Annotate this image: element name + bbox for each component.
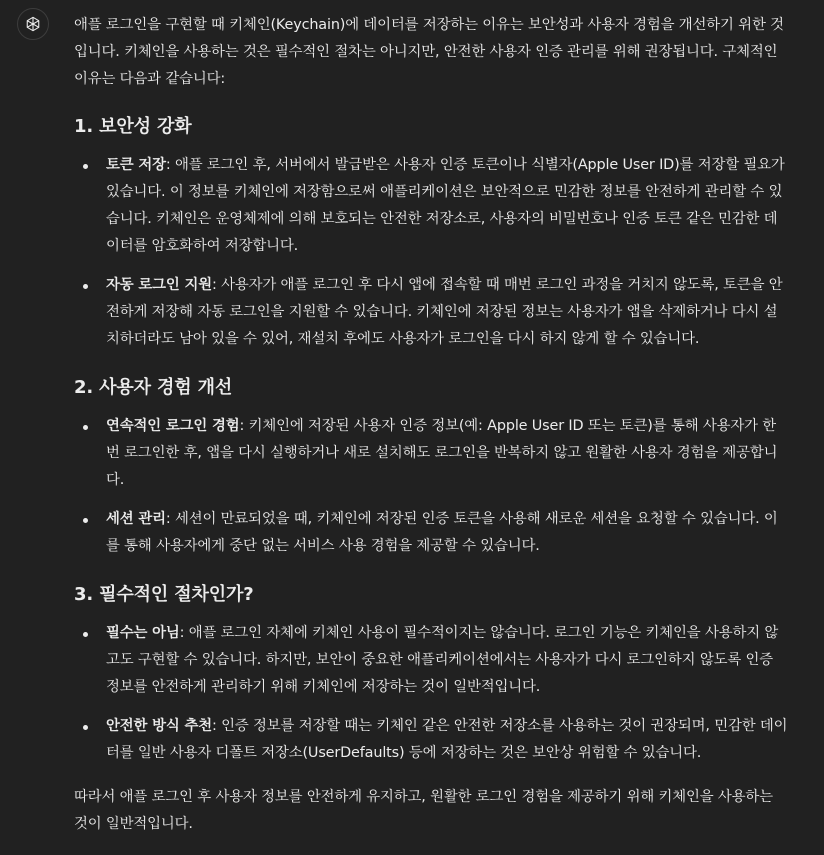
assistant-message bbox=[74, 12, 788, 838]
list-item-term: 안전한 방식 추천 bbox=[106, 718, 212, 734]
list-item-text: : 사용자가 애플 로그인 후 다시 앱에 접속할 때 매번 로그인 과정을 거치지 않도록, 토큰을 안전하게 저장해 자동 로그인을 지원할 수 있습니다. 키체인에 저장된 정보는 사용자가 앱을 삭제하거나 다시 설치하더라도 남아 있을 수 있어, 재설치 후에도 사용자가 로그인을 다시 하지 않게 할 수 있습니다. bbox=[106, 277, 783, 347]
section-heading: 2. 사용자 경험 개선 bbox=[74, 377, 233, 398]
list-item-term: 필수는 아님 bbox=[106, 625, 180, 641]
conclusion-paragraph: 따라서 애플 로그인 후 사용자 정보를 안전하게 유지하고, 원활한 로그인 경험을 제공하기 위해 키체인을 사용하는 것이 일반적입니다. bbox=[74, 789, 773, 832]
openai-logo-icon bbox=[23, 14, 43, 34]
list-item bbox=[74, 413, 788, 494]
list-item-term: 세션 관리 bbox=[106, 511, 166, 527]
list-item-text: : 인증 정보를 저장할 때는 키체인 같은 안전한 저장소를 사용하는 것이 권장되며, 민감한 데이터를 일반 사용자 디폴트 저장소(UserDefaults) 등에 저장하는 것은 보안상 위험할 수 있습니다. bbox=[106, 718, 788, 761]
bullet-list bbox=[74, 152, 788, 353]
intro-paragraph: 애플 로그인을 구현할 때 키체인(Keychain)에 데이터를 저장하는 이유는 보안성과 사용자 경험을 개선하기 위한 것입니다. 키체인을 사용하는 것은 필수적인 절차는 아니지만, 안전한 사용자 인증 관리를 위해 권장됩니다. 구체적인 이유는 다음과 같습니다: bbox=[74, 17, 784, 87]
bullet-list bbox=[74, 413, 788, 560]
list-item bbox=[74, 272, 788, 353]
list-item-text: : 애플 로그인 자체에 키체인 사용이 필수적이지는 않습니다. 로그인 기능은 키체인을 사용하지 않고도 구현할 수 있습니다. 하지만, 보안이 중요한 애플리케이션에서는 사용자가 다시 로그인하지 않도록 인증 정보를 안전하게 관리하기 위해 키체인에 저장하는 것이 일반적입니다. bbox=[106, 625, 779, 695]
list-item bbox=[74, 506, 788, 560]
list-item bbox=[74, 152, 788, 260]
list-item-term: 토큰 저장 bbox=[106, 157, 166, 173]
list-item-text: : 애플 로그인 후, 서버에서 발급받은 사용자 인증 토큰이나 식별자(Apple User ID)를 저장할 필요가 있습니다. 이 정보를 키체인에 저장함으로써 애플리케이션은 보안적으로 민감한 정보를 안전하게 관리할 수 있습니다. 키체인은 운영체제에 의해 보호되는 안전한 저장소로, 사용자의 비밀번호나 인증 토큰 같은 민감한 데이터를 암호화하여 저장합니다. bbox=[106, 157, 785, 254]
list-item-term: 연속적인 로그인 경험 bbox=[106, 418, 240, 434]
list-item-text: : 키체인에 저장된 사용자 인증 정보(예: Apple User ID 또는 토큰)를 통해 사용자가 한 번 로그인한 후, 앱을 다시 실행하거나 새로 설치해도 로그인을 반복하지 않고 원활한 사용자 경험을 제공합니다. bbox=[106, 418, 778, 488]
list-item-text: : 세션이 만료되었을 때, 키체인에 저장된 인증 토큰을 사용해 새로운 세션을 요청할 수 있습니다. 이를 통해 사용자에게 중단 없는 서비스 사용 경험을 제공할 수 있습니다. bbox=[106, 511, 778, 554]
list-item bbox=[74, 620, 788, 701]
assistant-avatar bbox=[17, 8, 49, 40]
section-heading: 3. 필수적인 절차인가? bbox=[74, 584, 254, 605]
list-item-term: 자동 로그인 지원 bbox=[106, 277, 212, 293]
section-heading: 1. 보안성 강화 bbox=[74, 116, 192, 137]
list-item bbox=[74, 713, 788, 767]
bullet-list bbox=[74, 620, 788, 767]
